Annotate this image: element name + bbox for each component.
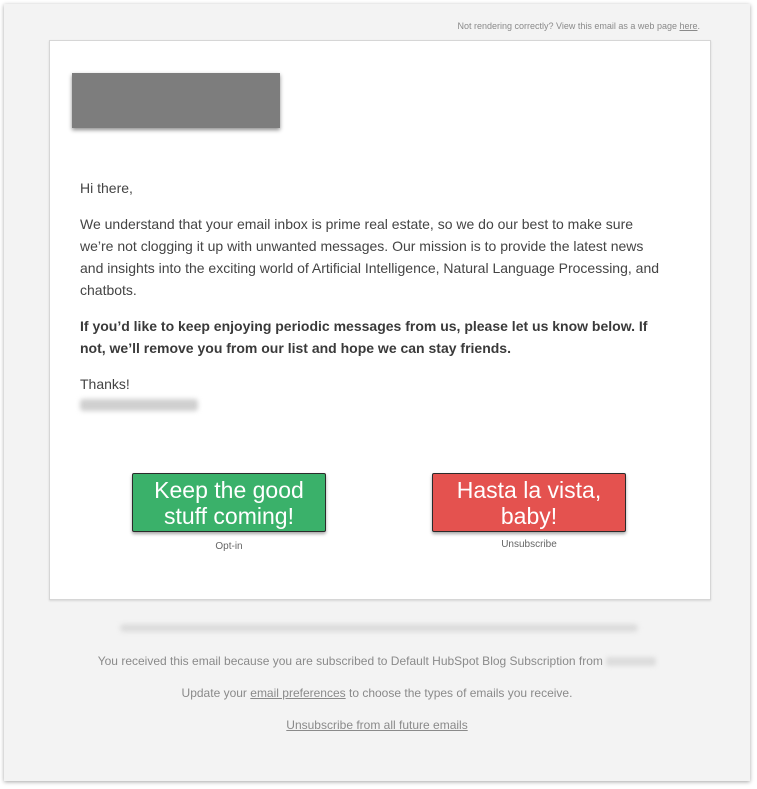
opt-in-request: If you’d like to keep enjoying periodic messages from us, please let us know below. If not, we’ll remove you from our list and hope we can stay friends. [80, 318, 648, 356]
company-address-redacted [120, 624, 638, 632]
unsubscribe-caption: Unsubscribe [501, 539, 557, 550]
preferences-line [4, 686, 750, 700]
company-name-redacted [606, 657, 656, 666]
web-view-notice-text: Not rendering correctly? View this email as a web page [457, 21, 680, 31]
unsubscribe-all-line [4, 718, 750, 732]
web-view-notice-suffix: . [697, 21, 700, 31]
preferences-prefix: Update your [181, 686, 251, 700]
email-body [80, 177, 670, 417]
email-window [4, 4, 750, 781]
email-preferences-link[interactable]: email preferences [250, 686, 346, 700]
web-view-notice [458, 21, 700, 31]
opt-in-caption: Opt-in [215, 541, 243, 552]
intro-paragraph: We understand that your email inbox is prime real estate, so we do our best to make sure we’re not clogging it up with unwanted messages. Our mission is to provide the latest news and insights into the exciting world of Artificial Intelligence, Natural Language Processing, and chatbots. [80, 216, 660, 298]
email-card [49, 40, 711, 600]
subscription-notice-text: You received this email because you are subscribed to Default HubSpot Blog Subscription from [97, 654, 607, 668]
preferences-suffix: to choose the types of emails you receive. [345, 686, 573, 700]
signature-redacted [80, 399, 198, 411]
closing: Thanks! [80, 376, 130, 392]
opt-in-button[interactable]: Keep the good stuff coming! [132, 473, 326, 532]
unsubscribe-button[interactable]: Hasta la vista, baby! [432, 473, 626, 532]
greeting: Hi there, [80, 180, 133, 196]
company-logo [72, 73, 280, 128]
unsubscribe-all-link[interactable]: Unsubscribe from all future emails [286, 718, 468, 732]
web-view-link[interactable]: here [679, 21, 698, 31]
subscription-notice [4, 654, 750, 668]
